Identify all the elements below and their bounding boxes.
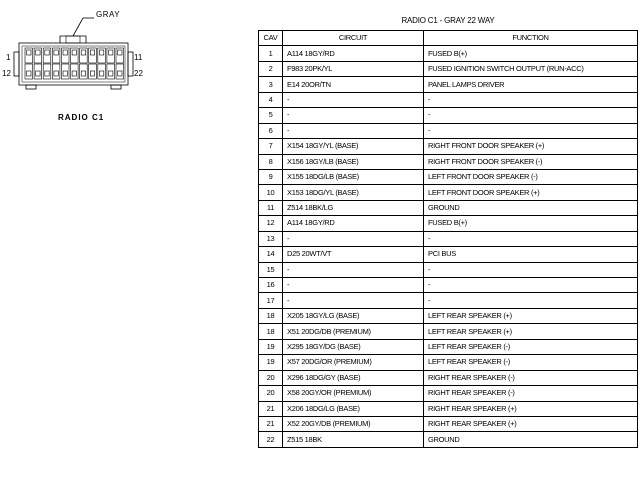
cell-cav: 19 — [259, 355, 283, 370]
pin-terminal — [63, 50, 67, 55]
table-row — [259, 185, 638, 200]
connector-latch — [60, 36, 86, 43]
pin-cavity — [98, 64, 106, 79]
table-row — [259, 432, 638, 447]
pin-terminal — [109, 71, 113, 76]
header-circuit: CIRCUIT — [283, 31, 424, 46]
cell-function: PANEL LAMPS DRIVER — [424, 77, 638, 92]
pin-terminal — [90, 50, 94, 55]
table-row — [259, 262, 638, 277]
cell-circuit: X206 18DG/LG (BASE) — [283, 401, 424, 416]
table-row — [259, 154, 638, 169]
table-row — [259, 61, 638, 76]
table-row — [259, 278, 638, 293]
pin-terminal — [99, 71, 103, 76]
pin-label-top-right: 11 — [134, 53, 143, 62]
pin-cavity — [25, 64, 33, 79]
pin-terminal — [45, 50, 49, 55]
cell-function: GROUND — [424, 432, 638, 447]
pin-terminal — [27, 50, 31, 55]
table-header-row — [259, 31, 638, 46]
cell-cav: 3 — [259, 77, 283, 92]
connector-latch-inner — [66, 36, 80, 43]
pin-terminal — [54, 71, 58, 76]
cell-function: PCI BUS — [424, 247, 638, 262]
cell-function: LEFT REAR SPEAKER (-) — [424, 355, 638, 370]
cell-function: FUSED B(+) — [424, 46, 638, 61]
table-row — [259, 247, 638, 262]
table-row — [259, 92, 638, 107]
table-row — [259, 123, 638, 138]
gray-leader-line — [73, 18, 83, 36]
pin-cavity — [116, 64, 124, 79]
cell-cav: 7 — [259, 139, 283, 154]
cell-cav: 21 — [259, 401, 283, 416]
cell-circuit: - — [283, 293, 424, 308]
pin-terminal — [63, 71, 67, 76]
pin-label-bottom-right: 22 — [134, 69, 143, 78]
cell-function: - — [424, 262, 638, 277]
cell-circuit: E14 20OR/TN — [283, 77, 424, 92]
connector-ear-left — [14, 52, 19, 76]
cell-circuit: D25 20WT/VT — [283, 247, 424, 262]
cell-circuit: X295 18GY/DG (BASE) — [283, 339, 424, 354]
pin-terminal — [81, 50, 85, 55]
cell-function: - — [424, 231, 638, 246]
cell-cav: 12 — [259, 216, 283, 231]
table-title: RADIO C1 - GRAY 22 WAY — [401, 16, 495, 25]
table-row — [259, 324, 638, 339]
cell-function: LEFT REAR SPEAKER (+) — [424, 324, 638, 339]
cell-circuit: X205 18GY/LG (BASE) — [283, 308, 424, 323]
cell-cav: 17 — [259, 293, 283, 308]
connector-ear-right — [128, 52, 133, 76]
cell-cav: 4 — [259, 92, 283, 107]
cell-function: - — [424, 293, 638, 308]
cell-circuit: A114 18GY/RD — [283, 46, 424, 61]
pin-terminal — [45, 71, 49, 76]
pin-terminal — [36, 71, 40, 76]
cell-function: LEFT FRONT DOOR SPEAKER (-) — [424, 169, 638, 184]
table-row — [259, 200, 638, 215]
table-row — [259, 401, 638, 416]
pin-label-top-left: 1 — [6, 53, 11, 62]
pin-cavity — [107, 64, 115, 79]
cell-function: RIGHT REAR SPEAKER (-) — [424, 386, 638, 401]
cell-function: - — [424, 123, 638, 138]
table-row — [259, 169, 638, 184]
cell-cav: 15 — [259, 262, 283, 277]
cell-cav: 18 — [259, 308, 283, 323]
cell-circuit: X153 18DG/YL (BASE) — [283, 185, 424, 200]
cell-cav: 2 — [259, 61, 283, 76]
pin-terminal — [36, 50, 40, 55]
cell-cav: 20 — [259, 370, 283, 385]
cell-cav: 18 — [259, 324, 283, 339]
cell-cav: 21 — [259, 416, 283, 431]
cell-function: FUSED B(+) — [424, 216, 638, 231]
cell-circuit: Z515 18BK — [283, 432, 424, 447]
pin-terminal — [118, 50, 122, 55]
cell-function: - — [424, 278, 638, 293]
table-row — [259, 77, 638, 92]
pin-cavity — [71, 64, 79, 79]
cell-circuit: - — [283, 92, 424, 107]
cell-cav: 19 — [259, 339, 283, 354]
cell-cav: 14 — [259, 247, 283, 262]
connector-key-left — [26, 85, 36, 89]
cell-circuit: X154 18GY/YL (BASE) — [283, 139, 424, 154]
connector-key-right — [111, 85, 121, 89]
pin-label-bottom-left: 12 — [2, 69, 11, 78]
connector-diagram — [0, 0, 250, 130]
cell-function: LEFT REAR SPEAKER (-) — [424, 339, 638, 354]
cell-circuit: Z514 18BK/LG — [283, 200, 424, 215]
pin-terminal — [118, 71, 122, 76]
pin-terminal — [72, 71, 76, 76]
cell-cav: 16 — [259, 278, 283, 293]
table-row — [259, 293, 638, 308]
cell-function: FUSED IGNITION SWITCH OUTPUT (RUN-ACC) — [424, 61, 638, 76]
table-row — [259, 308, 638, 323]
header-cav: CAV — [259, 31, 283, 46]
cell-circuit: F983 20PK/YL — [283, 61, 424, 76]
pin-cavity — [52, 64, 60, 79]
pin-cavity — [61, 64, 69, 79]
cell-circuit: - — [283, 123, 424, 138]
cell-cav: 10 — [259, 185, 283, 200]
pin-terminal — [90, 71, 94, 76]
table-row — [259, 339, 638, 354]
connector-name-label: RADIO C1 — [58, 113, 105, 122]
cell-function: GROUND — [424, 200, 638, 215]
cell-function: RIGHT REAR SPEAKER (-) — [424, 370, 638, 385]
table-row — [259, 46, 638, 61]
cell-circuit: X52 20GY/DB (PREMIUM) — [283, 416, 424, 431]
pin-terminal — [109, 50, 113, 55]
cell-function: RIGHT REAR SPEAKER (+) — [424, 401, 638, 416]
pin-terminal — [99, 50, 103, 55]
cell-cav: 6 — [259, 123, 283, 138]
cell-circuit: X296 18DG/GY (BASE) — [283, 370, 424, 385]
cell-circuit: X156 18GY/LB (BASE) — [283, 154, 424, 169]
table-row — [259, 139, 638, 154]
table-row — [259, 416, 638, 431]
pin-cavity — [80, 64, 88, 79]
table-row — [259, 355, 638, 370]
cell-circuit: - — [283, 278, 424, 293]
table-row — [259, 231, 638, 246]
cell-circuit: X58 20GY/OR (PREMIUM) — [283, 386, 424, 401]
cell-function: LEFT REAR SPEAKER (+) — [424, 308, 638, 323]
table-row — [259, 108, 638, 123]
cell-circuit: - — [283, 108, 424, 123]
table-row — [259, 370, 638, 385]
cell-cav: 20 — [259, 386, 283, 401]
header-function: FUNCTION — [424, 31, 638, 46]
pin-terminal — [54, 50, 58, 55]
cell-function: - — [424, 108, 638, 123]
connector-color-label: GRAY — [96, 10, 121, 19]
cell-cav: 1 — [259, 46, 283, 61]
cell-function: - — [424, 92, 638, 107]
cell-circuit: A114 18GY/RD — [283, 216, 424, 231]
pin-terminal — [72, 50, 76, 55]
pin-cavity — [89, 64, 97, 79]
table-row — [259, 386, 638, 401]
cell-circuit: - — [283, 262, 424, 277]
pin-terminal — [27, 71, 31, 76]
pin-cavity — [43, 64, 51, 79]
pin-cavity — [34, 64, 42, 79]
pin-terminal — [81, 71, 85, 76]
cell-circuit: X57 20DG/OR (PREMIUM) — [283, 355, 424, 370]
cell-cav: 8 — [259, 154, 283, 169]
cell-cav: 5 — [259, 108, 283, 123]
cell-cav: 9 — [259, 169, 283, 184]
cell-function: RIGHT REAR SPEAKER (+) — [424, 416, 638, 431]
cell-function: LEFT FRONT DOOR SPEAKER (+) — [424, 185, 638, 200]
cell-circuit: X155 18DG/LB (BASE) — [283, 169, 424, 184]
cell-cav: 13 — [259, 231, 283, 246]
cell-circuit: X51 20DG/DB (PREMIUM) — [283, 324, 424, 339]
table-row — [259, 216, 638, 231]
cell-function: RIGHT FRONT DOOR SPEAKER (+) — [424, 139, 638, 154]
cell-function: RIGHT FRONT DOOR SPEAKER (-) — [424, 154, 638, 169]
cell-circuit: - — [283, 231, 424, 246]
cell-cav: 11 — [259, 200, 283, 215]
pinout-table — [258, 30, 638, 448]
cell-cav: 22 — [259, 432, 283, 447]
